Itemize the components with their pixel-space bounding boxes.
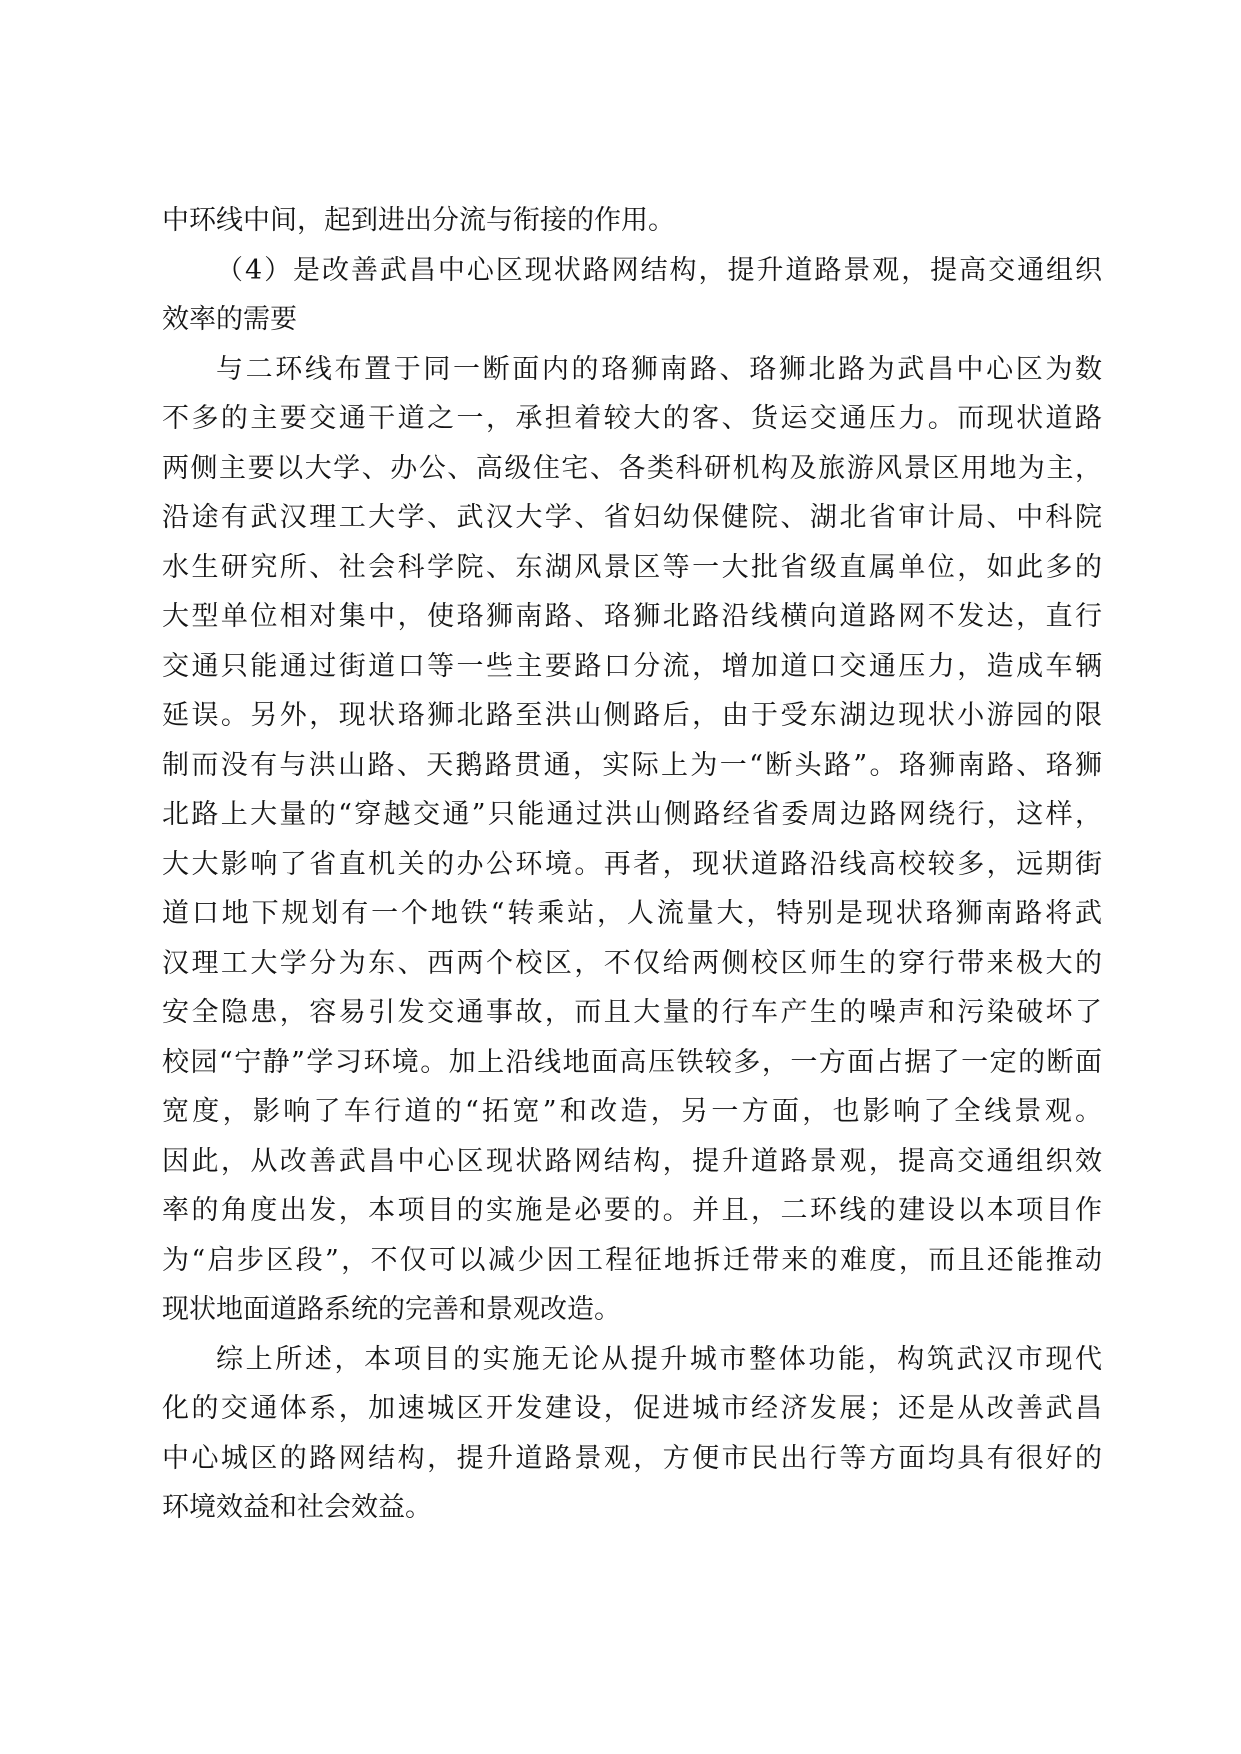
text-line: 与二环线布置于同一断面内的珞狮南路、珞狮北路为武昌中心区为数 [216, 353, 1102, 385]
text-line: 不多的主要交通干道之一，承担着较大的客、货运交通压力。而现状道路 [162, 403, 1102, 434]
text-line: 化的交通体系，加速城区开发建设，促进城市经济发展；还是从改善武昌 [162, 1393, 1102, 1424]
text-line: 交通只能通过街道口等一些主要路口分流，增加道口交通压力，造成车辆 [162, 650, 1102, 682]
text-line: 率的角度出发，本项目的实施是必要的。并且，二环线的建设以本项目作 [162, 1195, 1102, 1226]
text-line: 延误。另外，现状珞狮北路至洪山侧路后，由于受东湖边现状小游园的限 [162, 700, 1102, 731]
text-line: 汉理工大学分为东、西两个校区，不仅给两侧校区师生的穿行带来极大的 [162, 947, 1102, 979]
text-line: 因此，从改善武昌中心区现状路网结构，提升道路景观，提高交通组织效 [162, 1145, 1102, 1177]
text-line: 中环线中间，起到进出分流与衔接的作用。 [162, 205, 675, 236]
text-line: 综上所述，本项目的实施无论从提升城市整体功能，构筑武汉市现代 [216, 1343, 1102, 1375]
text-line: 校园“宁静”学习环境。加上沿线地面高压铁较多，一方面占据了一定的断面 [162, 1046, 1102, 1078]
text-line: 大型单位相对集中，使珞狮南路、珞狮北路沿线横向道路网不发达，直行 [162, 601, 1102, 632]
text-line: 制而没有与洪山路、天鹅路贯通，实际上为一“断头路”。珞狮南路、珞狮 [162, 749, 1102, 781]
document-page [162, 196, 1102, 1533]
text-line: 效率的需要 [162, 304, 297, 335]
text-line: 宽度，影响了车行道的“拓宽”和改造，另一方面，也影响了全线景观。 [162, 1096, 1102, 1127]
text-line: （4）是改善武昌中心区现状路网结构，提升道路景观，提高交通组织 [216, 254, 1102, 286]
section-heading-4 [162, 246, 1102, 345]
text-line: 中心城区的路网结构，提升道路景观，方便市民出行等方面均具有很好的 [162, 1442, 1102, 1474]
text-line: 沿途有武汉理工大学、武汉大学、省妇幼保健院、湖北省审计局、中科院 [162, 502, 1102, 533]
text-line: 安全隐患，容易引发交通事故，而且大量的行车产生的噪声和污染破坏了 [162, 997, 1102, 1028]
text-line: 两侧主要以大学、办公、高级住宅、各类科研机构及旅游风景区用地为主， [162, 452, 1102, 484]
text-line: 为“启步区段”，不仅可以减少因工程征地拆迁带来的难度，而且还能推动 [162, 1244, 1102, 1276]
text-line: 现状地面道路系统的完善和景观改造。 [162, 1294, 621, 1325]
paragraph-conclusion [162, 1335, 1102, 1533]
text-line: 水生研究所、社会科学院、东湖风景区等一大批省级直属单位，如此多的 [162, 551, 1102, 583]
paragraph-continuation [162, 196, 1102, 246]
paragraph-body [162, 345, 1102, 1335]
text-line: 北路上大量的“穿越交通”只能通过洪山侧路经省委周边路网绕行，这样， [162, 799, 1102, 830]
text-line: 大大影响了省直机关的办公环境。再者，现状道路沿线高校较多，远期街 [162, 848, 1102, 880]
text-line: 环境效益和社会效益。 [162, 1492, 432, 1523]
text-line: 道口地下规划有一个地铁“转乘站，人流量大，特别是现状珞狮南路将武 [162, 898, 1102, 929]
